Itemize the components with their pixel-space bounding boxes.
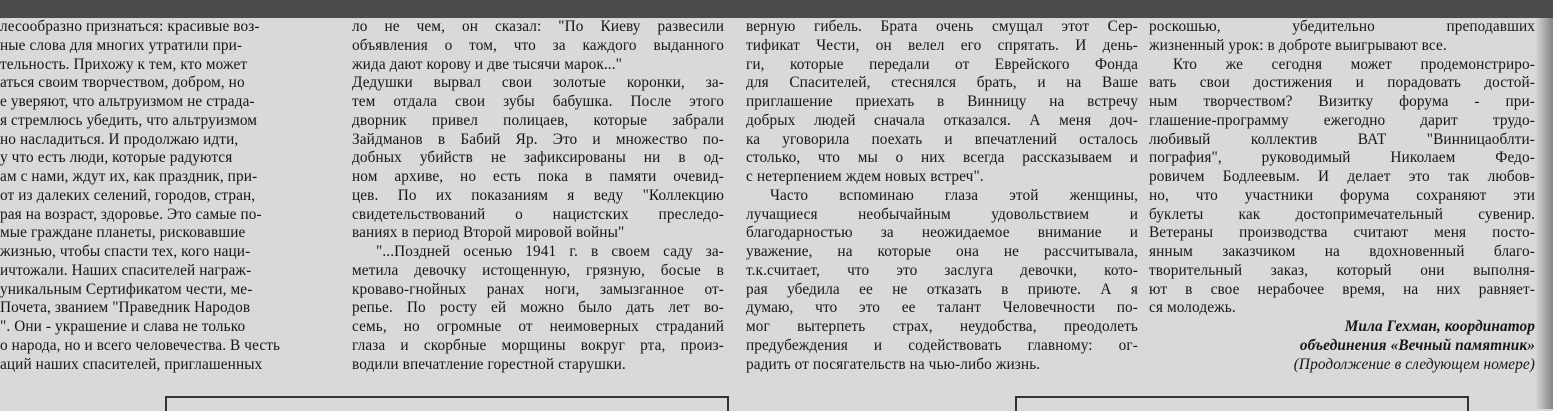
text-line: верную гибель. Брата очень смущал этот Сер- — [746, 18, 1138, 35]
text-line: рая на возраст, здоровье. Это самые по- — [0, 205, 262, 223]
text-line: т.к.считает, что это заслуга девочки, кото- — [746, 261, 1138, 279]
text-line: глашение-программу ежегодно дарит трудо- — [1149, 111, 1535, 129]
text-line: буклеты как достопримечательный сувенир. — [1149, 205, 1535, 223]
text-line: для Спасителей, стеснялся брать, и на Ваше — [746, 74, 1138, 92]
page-edge-shadow — [1535, 18, 1553, 409]
text-line: объявления о том, что за каждого выданного — [352, 36, 724, 54]
text-line: ным творчеством? Визитку форума - при- — [1149, 93, 1535, 110]
text-line: аций наших спасителей, приглашенных — [0, 355, 263, 373]
text-line: жизненный урок: в доброте выигрывают все. — [1149, 36, 1447, 54]
text-line: ном архиве, но есть пока в памяти очевид- — [352, 168, 724, 185]
text-line: метила девочку истощенную, грязную, босые в — [352, 261, 724, 279]
text-line: глаза и скорбные морщины вокруг рта, произ- — [352, 336, 724, 354]
text-line: водили впечатление горестной старушки. — [352, 355, 626, 373]
text-line: ют в свое нерабочее время, на них равняет- — [1149, 280, 1535, 298]
text-line: уважение, на которые она не рассчитывала, — [746, 243, 1138, 260]
text-line: предубеждения и содействовать главному: ог- — [746, 336, 1138, 354]
text-line: пография", руководимый Николаем Федо- — [1149, 149, 1535, 167]
text-line: ные слова для многих утратили при- — [0, 36, 243, 54]
text-line: столько, что мы о них всегда рассказываем и — [746, 149, 1138, 167]
text-line: приглашение приехать в Винницу на встречу — [746, 93, 1138, 110]
text-line: Кто же сегодня может продемонстриро- — [1173, 55, 1535, 73]
text-line: лучащиеся необычайным удовольствием и — [746, 205, 1138, 223]
text-line: у что есть люди, которые радуются — [0, 149, 233, 167]
bottom-header-strip — [0, 388, 1553, 409]
article-column-3 — [746, 18, 1138, 383]
text-line: ровичем Бодлеевым. И делает это так любов- — [1149, 168, 1535, 185]
text-line: любивый коллектив ВАТ "Винницаоблти- — [1149, 130, 1535, 148]
text-line: Почета, званием "Праведник Народов — [0, 299, 251, 317]
text-line: мог вытерпеть страх, неудобства, преодолеть — [746, 318, 1138, 335]
text-line: уникальным Сертификатом чести, ме- — [0, 280, 253, 298]
text-line: ся молодежь. — [1149, 299, 1236, 317]
text-line: но насладиться. И продолжаю идти, — [0, 130, 239, 148]
text-line: я стремлюсь убедить, что альтруизмом — [0, 111, 258, 129]
text-line: дворник привел полицаев, которые забрали — [352, 111, 724, 129]
text-line: радить от посягательств на чью-либо жизнь. — [746, 355, 1041, 373]
text-line: ". Они - украшение и слава не только — [0, 318, 246, 335]
text-line: кроваво-гнойных ранах ноги, замызганное от- — [352, 280, 724, 298]
text-line: добрых людей сначала отказался. А меня доч- — [746, 111, 1138, 129]
top-dark-band — [0, 0, 1553, 18]
text-line: добных убийств не зафиксированы ни в од- — [352, 149, 724, 167]
text-line: жизнью, чтобы спасти тех, кого наци- — [0, 243, 251, 260]
article-column-1 — [0, 18, 335, 383]
text-line: ги, которые передали от Еврейского Фонда — [746, 55, 1138, 73]
text-line: тификат Чести, он велел его спрятать. И день- — [746, 36, 1138, 54]
text-line: ичтожали. Наших спасителей награж- — [0, 261, 252, 279]
text-line: тельность. Прихожу к тем, кто может — [0, 55, 248, 73]
text-line: от из далеких селений, городов, стран, — [0, 186, 256, 204]
continued-note: (Продолжение в следующем номере) — [1293, 355, 1535, 373]
text-line: цев. По их показаниям я веду "Коллекцию — [352, 186, 724, 204]
author-organization: объединения «Вечный памятник» — [1299, 336, 1535, 354]
text-line: ваниях в период Второй мировой войны" — [352, 224, 625, 242]
text-line: мые граждане планеты, рисковавшие — [0, 224, 246, 242]
text-line: творительный заказ, который они выполня- — [1149, 261, 1535, 279]
text-line: жида дают корову и две тысячи марок..." — [352, 55, 622, 73]
text-line: вать свои достижения и порадовать достой- — [1149, 74, 1535, 92]
text-line: репье. По росту ей можно было дать лет во- — [352, 299, 724, 317]
text-line: думаю, что это ее талант Человечности по- — [746, 299, 1138, 317]
text-line: с нетерпением ждем новых встреч". — [746, 168, 984, 185]
text-line: Часто вспоминаю глаза этой женщины, — [770, 186, 1138, 204]
text-line: Дедушки вырвал свои золотые коронки, за- — [352, 74, 724, 92]
text-line: рая убедила ее не отказать в приюте. А я — [746, 280, 1138, 298]
text-line: аться своим творчеством, добром, но — [0, 74, 245, 92]
text-line: Зайдманов в Бабий Яр. Это и множество по- — [352, 130, 724, 148]
text-line: "...Поздней осенью 1941 г. в своем саду за- — [376, 243, 724, 260]
text-line: ка уговорила поехать и впечатлений осталось — [746, 130, 1138, 148]
article-column-4 — [1149, 18, 1535, 383]
text-line: но, что участники форума сохраняют эти — [1149, 186, 1535, 204]
text-line: ло не чем, он сказал: "По Киеву развесили — [352, 18, 724, 35]
text-line: свидетельствований о нацистских преследо- — [352, 205, 724, 223]
text-line: о народа, но и всего человечества. В честь — [0, 336, 281, 354]
text-line: Ветераны производства считают меня посто- — [1149, 224, 1535, 242]
text-line: е уверяют, что альтруизмом не страда- — [0, 93, 255, 110]
text-line: роскошью, убедительно преподавших — [1149, 18, 1535, 35]
text-line: лесообразно признаться: красивые воз- — [0, 18, 260, 35]
text-line: янным заказчиком на вдохновенный благо- — [1149, 243, 1535, 260]
text-line: семь, но огромные от неимоверных страданий — [352, 318, 724, 335]
text-line: благодарностью за неожидаемое внимание и — [746, 224, 1138, 242]
text-line: тем отдала свои зубы бабушка. После этого — [352, 93, 724, 110]
text-line: ам с нами, ждут их, как праздник, при- — [0, 168, 258, 185]
article-column-2 — [352, 18, 724, 383]
author-signature: Мила Гехман, координатор — [1344, 318, 1535, 335]
